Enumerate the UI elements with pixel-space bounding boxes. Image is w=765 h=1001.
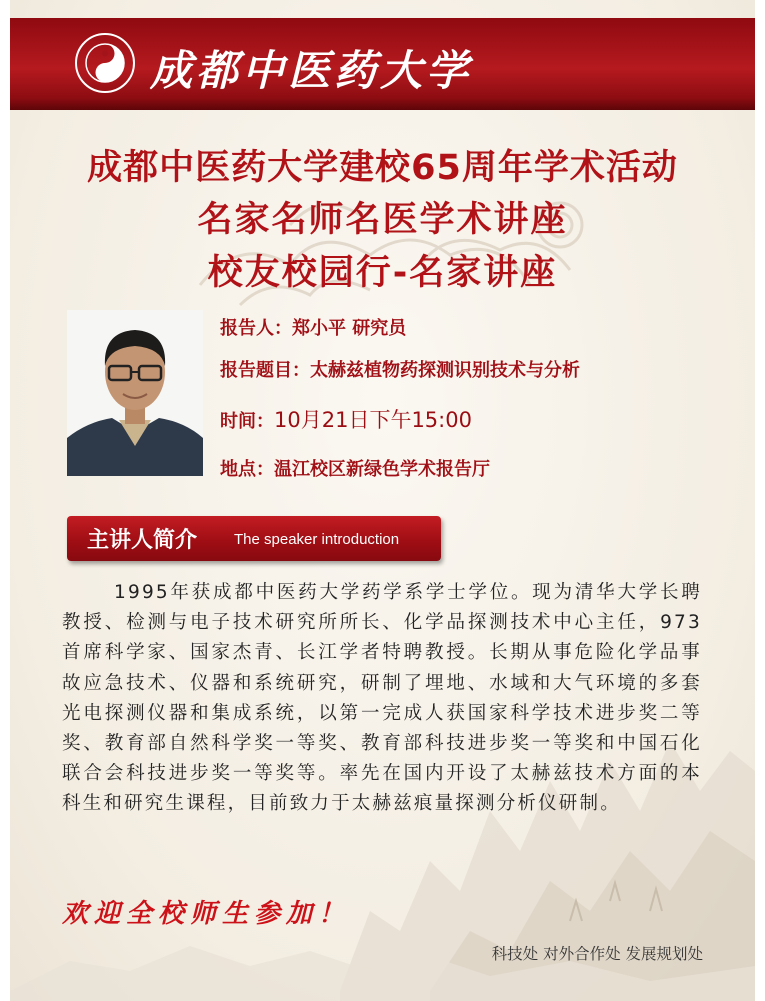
title-line-3: 校友校园行-名家讲座 — [207, 253, 558, 293]
section-title-en: The speaker introduction — [234, 531, 400, 548]
time-value: 10月21日下午15:00 — [274, 408, 472, 432]
speaker-bio — [62, 578, 702, 820]
topic-row — [220, 356, 580, 382]
header-banner — [10, 18, 755, 110]
topic-value: 太赫兹植物药探测识别技术与分析 — [310, 360, 580, 381]
university-name: 成都中医药大学 — [150, 46, 473, 95]
speaker-photo — [67, 310, 203, 476]
left-border — [0, 0, 10, 1001]
right-border — [755, 0, 765, 1001]
reporter-row — [220, 314, 406, 340]
speaker-intro-banner — [67, 516, 441, 561]
location-value: 温江校区新绿色学术报告厅 — [274, 459, 490, 480]
organizers: 科技处 对外合作处 发展规划处 — [491, 945, 703, 963]
reporter-label: 报告人： — [220, 318, 292, 339]
university-seal-logo — [74, 32, 136, 94]
bio-text: 1995年获成都中医药大学药学系学士学位。现为清华大学长聘教授、检测与电子技术研究所所长、化学品探测技术中心主任，973首席科学家、国家杰青、长江学者特聘教授。长期从事危险化学品事故应急技术、仪器和系统研究，研制了埋地、水域和大气环境的多套光电探测仪器和集成系统，以第一完成人获国家科学技术进步奖二等奖、教育部自然科学奖一等奖、教育部科技进步奖一等奖和中国石化联合会科技进步奖一等奖等。率先在国内开设了太赫兹技术方面的本科生和研究生课程，目前致力于太赫兹痕量探测分析仪研制。 — [62, 582, 702, 815]
time-label: 时间： — [220, 411, 274, 432]
time-row — [220, 404, 472, 434]
title-line-2: 名家名师名医学术讲座 — [197, 200, 568, 240]
location-label: 地点： — [220, 459, 274, 480]
reporter-value: 郑小平 研究员 — [292, 318, 407, 339]
section-title-cn: 主讲人简介 — [87, 528, 198, 553]
welcome-message: 欢迎全校师生参加！ — [62, 899, 351, 929]
title-line-1: 成都中医药大学建校65周年学术活动 — [87, 148, 678, 188]
topic-label: 报告题目： — [220, 360, 310, 381]
location-row — [220, 455, 490, 481]
